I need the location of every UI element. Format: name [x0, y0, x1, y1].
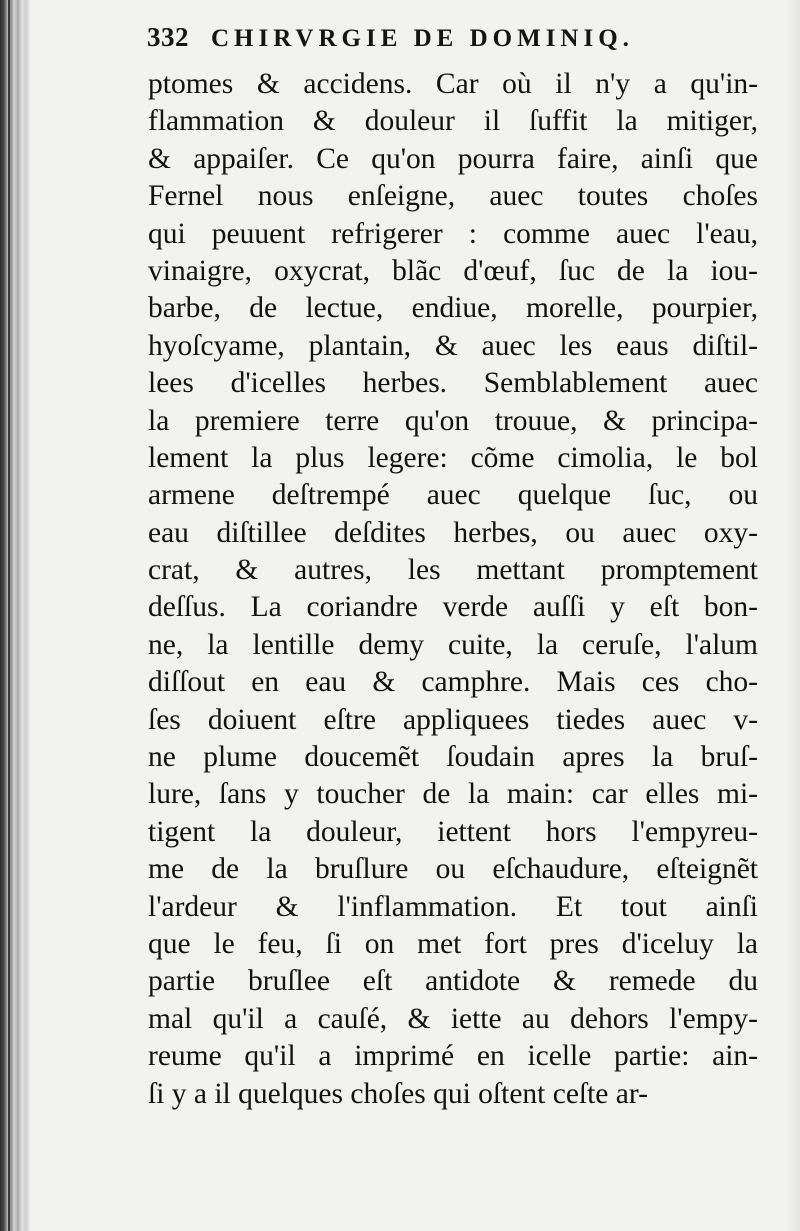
page-number: 332 — [147, 22, 189, 52]
text-line: me de la bruſlure ou eſchaudure, eſteignẽt — [148, 853, 758, 886]
text-line: la premiere terre qu'on trouue, & principa- — [148, 404, 758, 437]
text-line: Fernel nous enſeigne, auec toutes choſes — [148, 180, 758, 213]
text-line: reume qu'il a imprimé en icelle partie: ain- — [148, 1040, 758, 1073]
text-line: hyoſcyame, plantain, & auec les eaus diſtil- — [148, 329, 758, 362]
text-line: eau diſtillee deſdites herbes, ou auec oxy- — [148, 516, 758, 549]
text-line: ſi y a il quelques choſes qui oſtent ceſte ar- — [148, 1077, 648, 1110]
text-line: crat, & autres, les mettant promptement — [148, 554, 758, 587]
text-line: lees d'icelles herbes. Semblablement auec — [148, 367, 758, 400]
text-line: que le feu, ſi on met fort pres d'iceluy la — [148, 927, 758, 960]
text-line: ſes doiuent eſtre appliquees tiedes auec v- — [148, 703, 758, 736]
text-line: vinaigre, oxycrat, blãc d'œuf, ſuc de la iou- — [148, 254, 758, 287]
text-line: armene deſtrempé auec quelque ſuc, ou — [148, 479, 758, 512]
page-edge-shadow — [786, 0, 800, 1231]
text-line: tigent la douleur, iettent hors l'empyreu- — [148, 815, 758, 848]
text-line: partie bruſlee eſt antidote & remede du — [148, 965, 758, 998]
text-line: barbe, de lectue, endiue, morelle, pourpier, — [148, 292, 758, 325]
text-line: mal qu'il a cauſé, & iette au dehors l'empy- — [148, 1002, 758, 1035]
running-head: CHIRVRGIE DE DOMINIQ. — [211, 25, 634, 52]
text-line: ptomes & accidens. Car où il n'y a qu'in- — [148, 68, 758, 100]
text-line: ne plume doucemẽt ſoudain apres la bruſ- — [148, 741, 758, 774]
text-line: l'ardeur & l'inflammation. Et tout ainſi — [148, 890, 758, 923]
book-gutter — [0, 0, 30, 1231]
page-header — [147, 22, 747, 66]
text-line: diſſout en eau & camphre. Mais ces cho- — [148, 666, 758, 699]
gutter-shadow-line — [8, 0, 10, 1231]
body-text — [148, 66, 758, 1113]
text-line: deſſus. La coriandre verde auſſi y eſt bon- — [148, 591, 758, 624]
text-line: lement la plus legere: cõme cimolia, le bol — [148, 441, 758, 474]
text-line: & appaiſer. Ce qu'on pourra faire, ainſi que — [148, 142, 758, 175]
text-line: lure, ſans y toucher de la main: car elles mi- — [148, 778, 758, 811]
text-line: ne, la lentille demy cuite, la ceruſe, l'alum — [148, 628, 758, 661]
text-line: qui peuuent refrigerer : comme auec l'eau, — [148, 217, 758, 250]
text-line: flammation & douleur il ſuffit la mitiger, — [148, 105, 758, 138]
